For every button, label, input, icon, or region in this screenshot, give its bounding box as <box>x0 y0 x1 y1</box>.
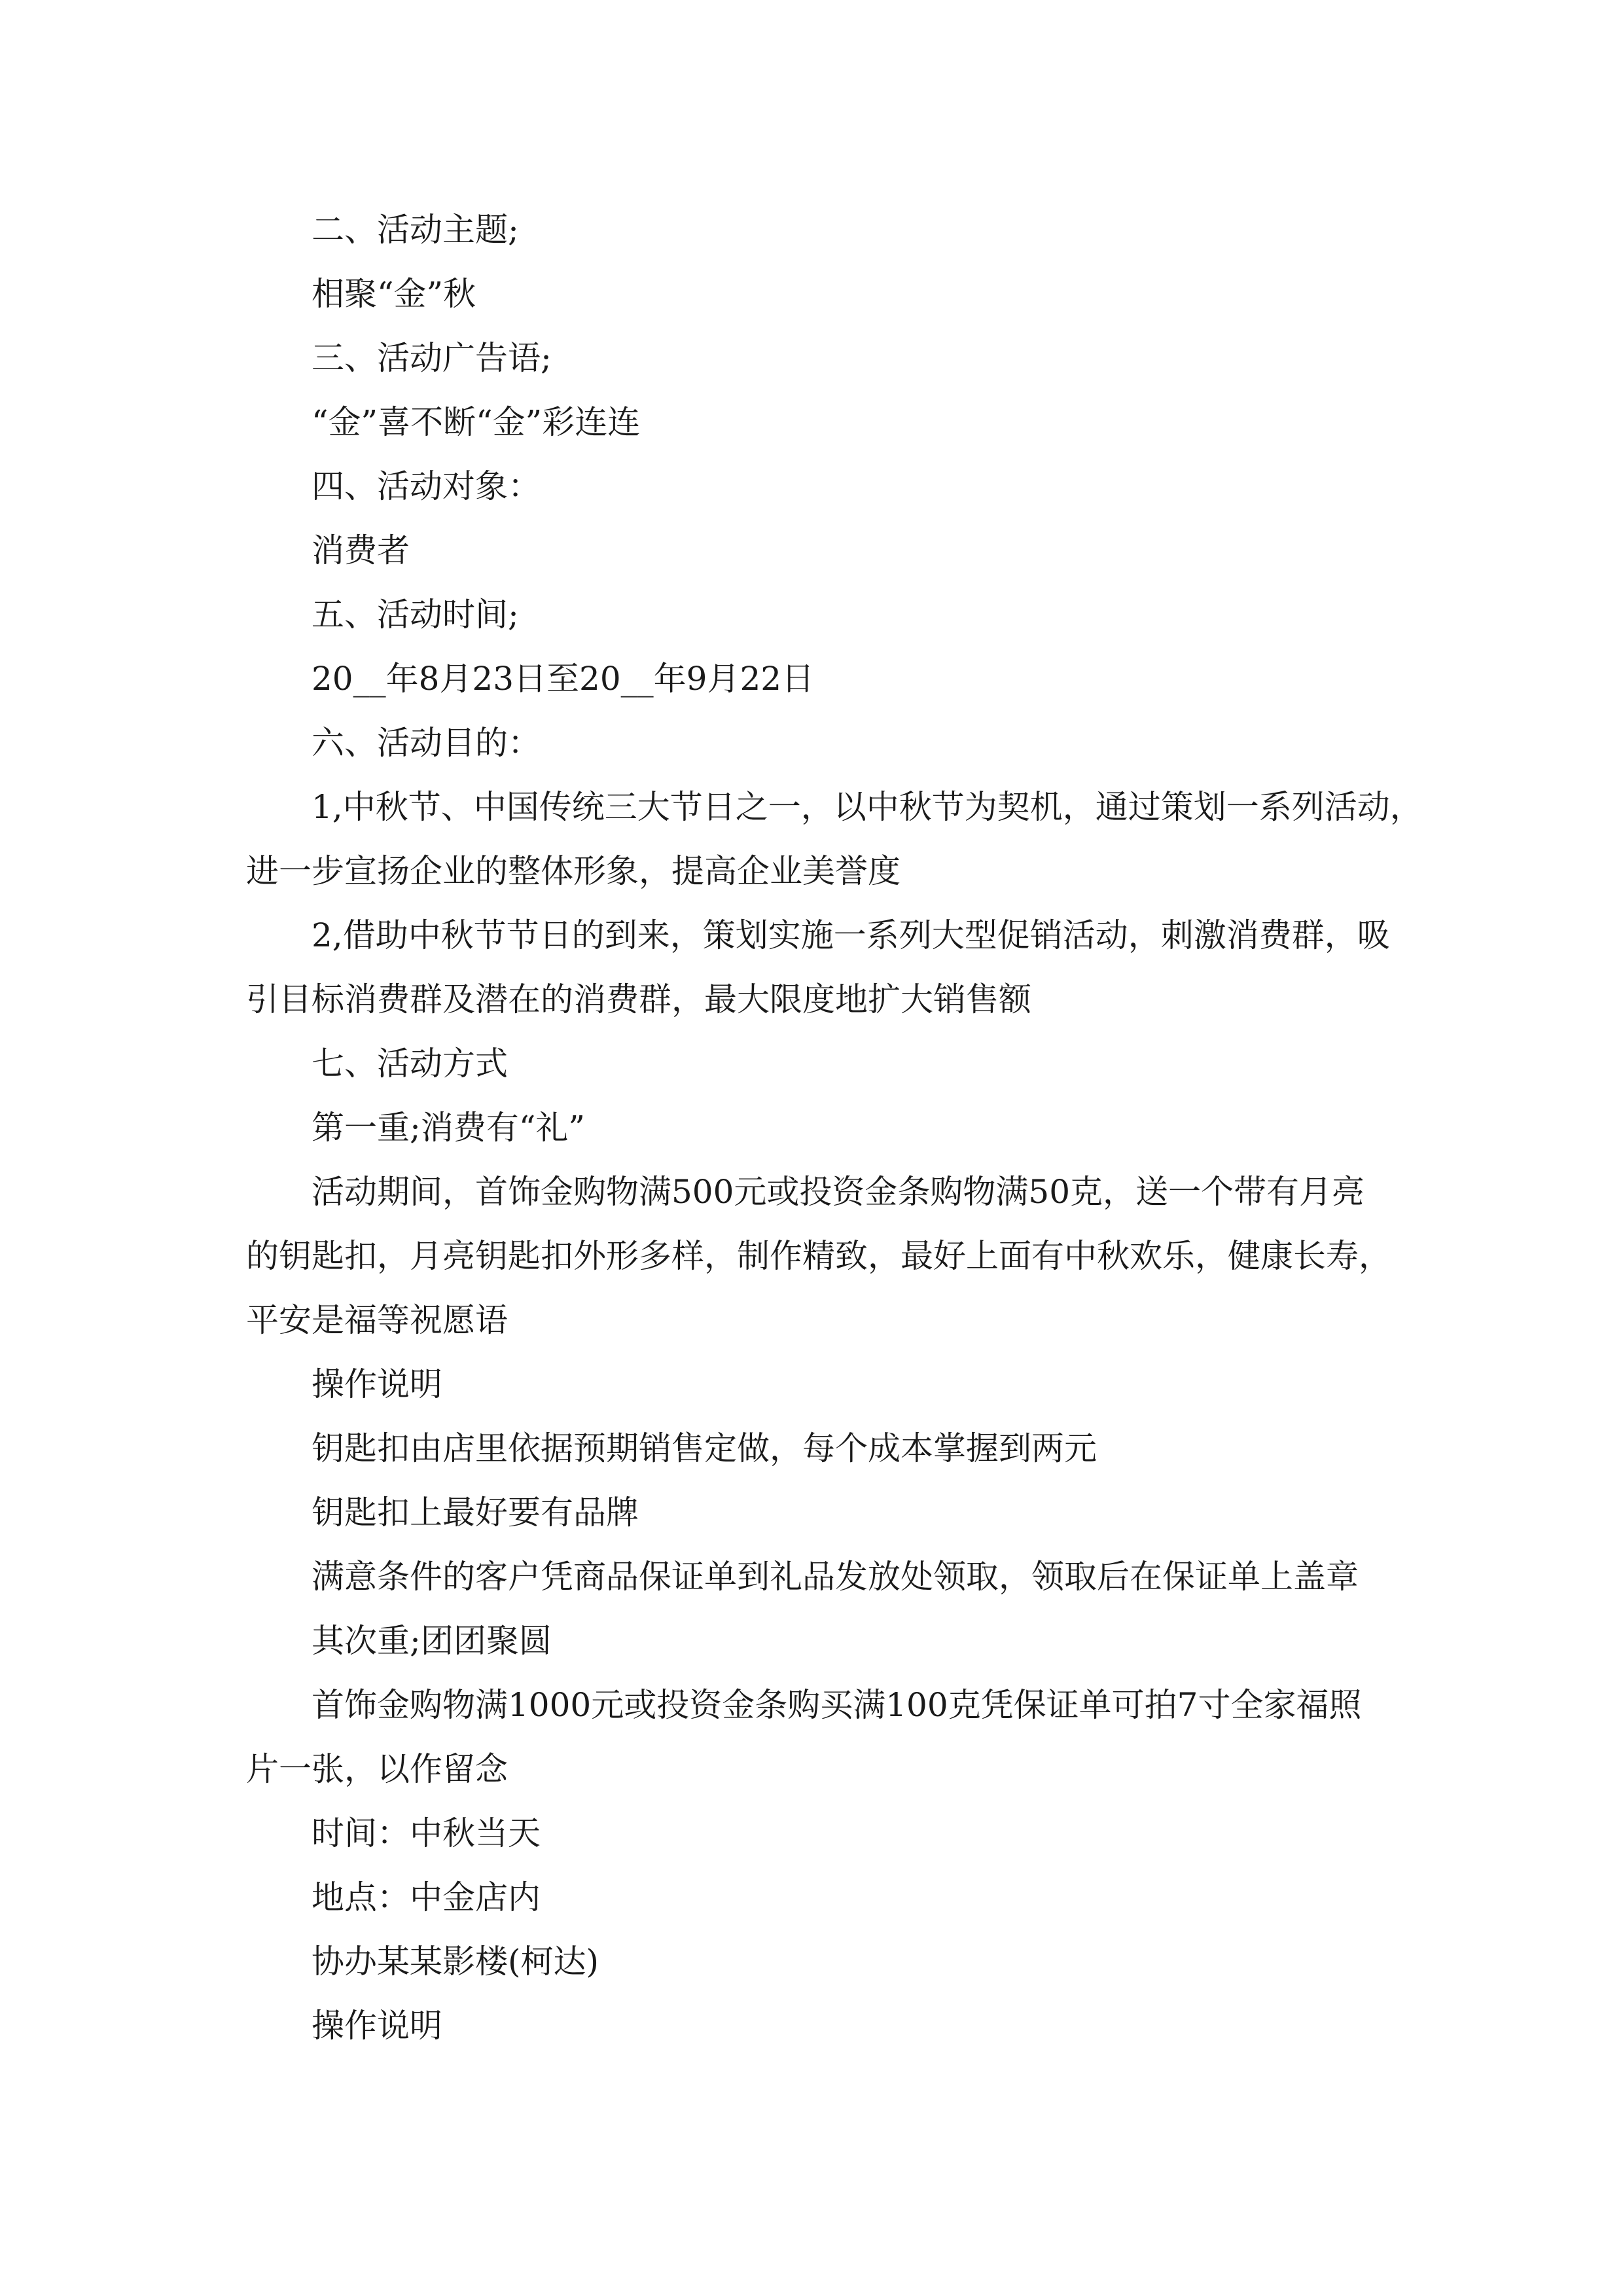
section-heading-audience: 四、活动对象： <box>312 467 541 505</box>
section-heading-method: 七、活动方式 <box>312 1045 508 1083</box>
section-heading-time: 五、活动时间; <box>312 596 519 634</box>
method-part-1-heading: 第一重;消费有“礼” <box>312 1109 585 1147</box>
section-heading-theme: 二、活动主题; <box>312 211 519 249</box>
slogan-text: “金”喜不断“金”彩连连 <box>312 403 641 441</box>
method-part-1-line-2: 的钥匙扣，月亮钥匙扣外形多样，制作精致，最好上面有中秋欢乐，健康长寿， <box>246 1237 1391 1275</box>
operation-notes-heading-1: 操作说明 <box>312 1365 442 1403</box>
method-part-1-line-3: 平安是福等祝愿语 <box>246 1301 508 1339</box>
purpose-item-1-line-2: 进一步宣扬企业的整体形象，提高企业美誉度 <box>246 852 901 890</box>
operation-note-2: 钥匙扣上最好要有品牌 <box>312 1494 639 1532</box>
method-part-2-location: 地点：中金店内 <box>312 1878 541 1916</box>
document-body <box>246 198 1423 2058</box>
operation-notes-heading-2: 操作说明 <box>312 2007 442 2045</box>
method-part-2-heading: 其次重;团团聚圆 <box>312 1622 552 1660</box>
method-part-1-line-1: 活动期间，首饰金购物满500元或投资金条购物满50克，送一个带有月亮 <box>312 1173 1365 1211</box>
theme-text: 相聚“金”秋 <box>312 275 476 313</box>
purpose-item-2-line-1: 2,借助中秋节节日的到来，策划实施一系列大型促销活动，刺激消费群，吸 <box>312 916 1390 954</box>
section-heading-purpose: 六、活动目的： <box>312 724 541 762</box>
section-heading-slogan: 三、活动广告语; <box>312 339 552 377</box>
audience-text: 消费者 <box>312 531 410 569</box>
method-part-2-line-1: 首饰金购物满1000元或投资金条购买满100克凭保证单可拍7寸全家福照 <box>312 1686 1362 1724</box>
method-part-2-line-2: 片一张，以作留念 <box>246 1750 508 1788</box>
operation-note-1: 钥匙扣由店里依据预期销售定做，每个成本掌握到两元 <box>312 1429 1097 1467</box>
method-part-2-partner: 协办某某影楼(柯达) <box>312 1943 599 1981</box>
time-text: 20__年8月23日至20__年9月22日 <box>312 660 815 698</box>
method-part-2-time: 时间：中秋当天 <box>312 1814 541 1852</box>
operation-note-3: 满意条件的客户凭商品保证单到礼品发放处领取，领取后在保证单上盖章 <box>312 1558 1359 1596</box>
purpose-item-1-line-1: 1,中秋节、中国传统三大节日之一，以中秋节为契机，通过策划一系列活动， <box>312 788 1423 826</box>
purpose-item-2-line-2: 引目标消费群及潜在的消费群，最大限度地扩大销售额 <box>246 980 1031 1018</box>
